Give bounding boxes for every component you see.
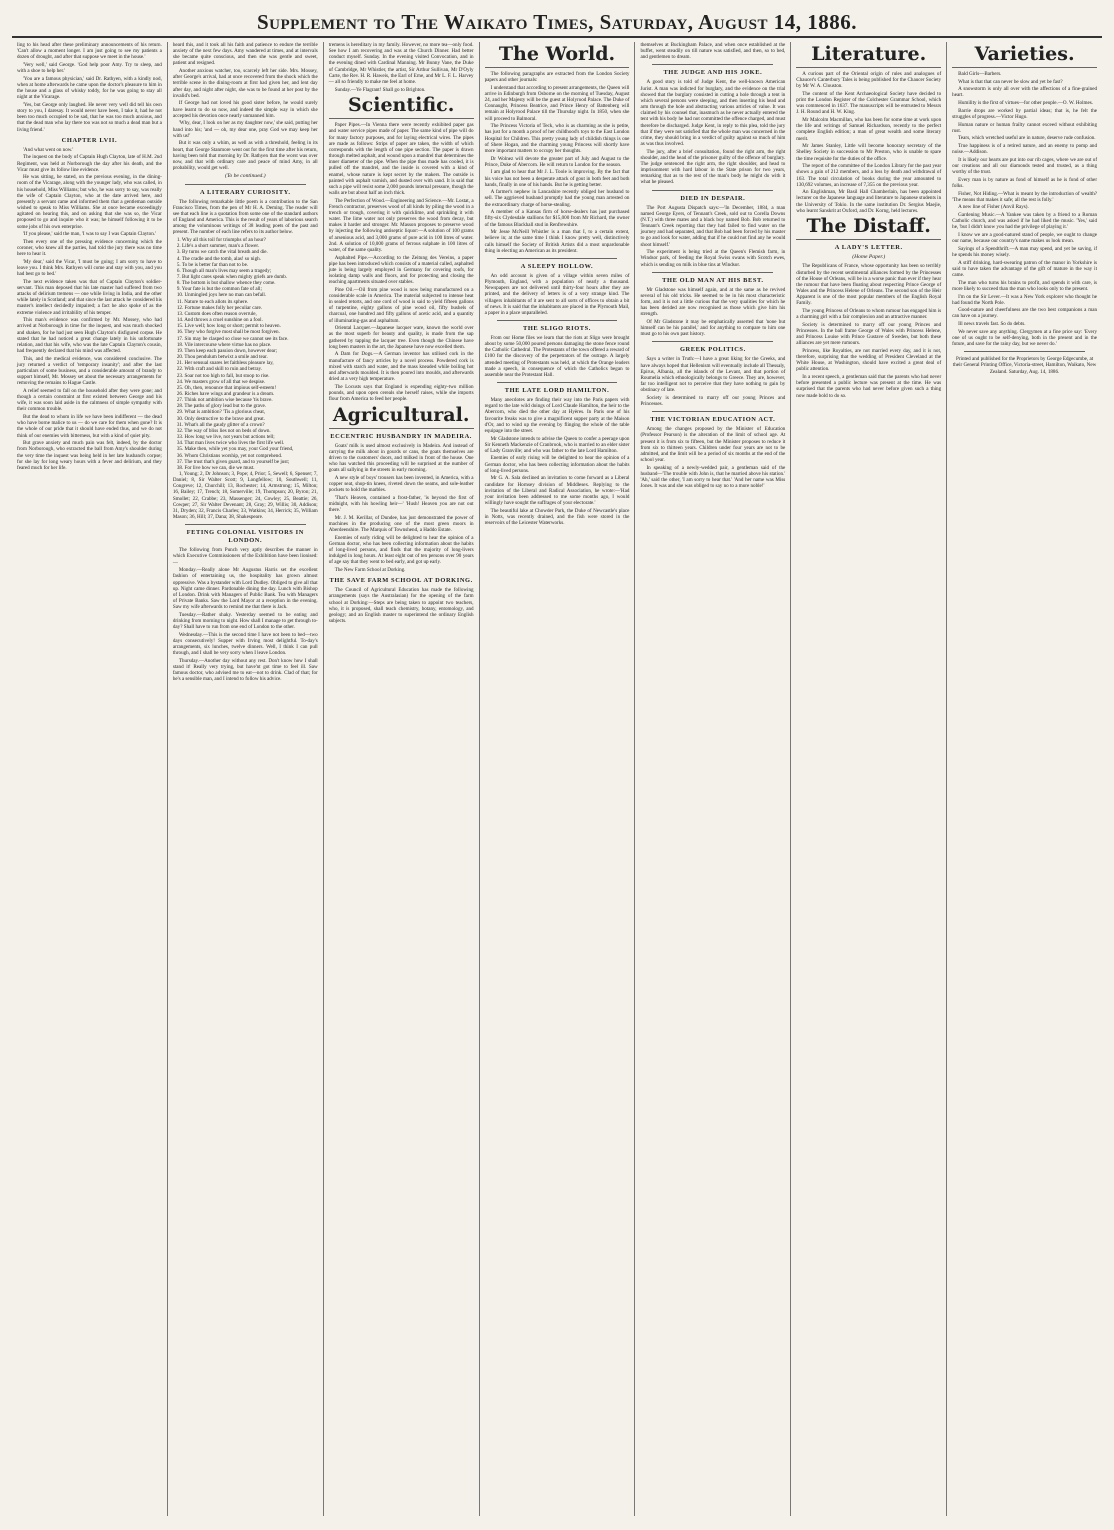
paragraph: This, and the medical evidence, was considered conclusive. The jury returned a verdict of 'temporary insanity'; and after the last particulars of some business, and a considerable amount of brandy to support himself, Mr. Mossey set about the necessary arrangements for removing the remains to Hague Castle.	[17, 355, 162, 387]
paragraph: The Perfection of Wood.—Engineering and Science.—Mr. Lostat, a French contractor, preserves wood of all kinds by piling the wood in a trench or trough, covering it with quicklime, and sprinkling it with water. The lime water not only preserves the wood from decay, but makes it harder and stronger. Mr. Masson proposes to preserve wood by injecting the following antiseptic liquor:—A solution of 100 grams of arsenious acid, and 3,000 grams of pure acid in 100 litres of water. 2nd. A solution of 10,000 grams of ferrous sulphate in 100 litres of water, of the same quality.	[328, 197, 474, 253]
divider	[497, 320, 618, 321]
poem-line: 27. Think not ambition wise because 'tis brave.	[176, 397, 273, 404]
poem-line: 9. Your fate is but the common fate of all;	[176, 286, 262, 293]
paragraph: The inquest on the body of Captain Hugh Clayton, late of H.M. 2nd Regiment, was held at Norborough the day after his death, and the Vicar must give its follow line evidence.	[17, 154, 162, 173]
article-heading: FETING COLONIAL VISITORS IN LONDON.	[186, 529, 304, 545]
poem-line: 6. Though all man's lives may seem a tragedy;	[176, 267, 272, 274]
poem-line: 14. And throws a cruel sunshine on a fool.	[176, 317, 263, 324]
paragraph: Dr Wolnez will devote the greater part of July and August to the Prince, Duke of Abercorn. He will return to London for the season.	[484, 155, 630, 168]
paragraph: Sunday.—Ye Flagrant! Shall go to Brighton.	[334, 86, 426, 93]
paragraph: Society is determined to marry off our young Princes and Princesses. In the ball frame George of Wales with Princess Helene, and Princess Louise with Prince Gustave of Sweden, but both these alliances are yet mere rumours.	[796, 321, 942, 347]
section-heading-distaff: The Distaff.	[796, 215, 941, 240]
paragraph: But grave anxiety and much pain was felt, indeed, by the doctor from Norborough, who extracted the ball from Amy's shoulder during the very time the inquest was being held in her late husband's corpse; for she lay for long weary hours with a fever and delirium, and they feared much for her life.	[17, 440, 162, 471]
column-6	[791, 42, 947, 1516]
poem-line: 10. Unmingled joys here no man can befall.	[176, 292, 267, 299]
poem-line: 20. Thou pendulum betwixt a smile and tear.	[176, 354, 268, 361]
paragraph: Enemies of early riding will be delighted to hear the opinion of a German doctor, who has been collecting information about the habits of long-lived persons, and finds that the majority of long-livers indulged in long hours. At least eight out of ten persons over 90 years of age say that they went to bed early, and got up early.	[328, 534, 474, 566]
article-heading: A LITERARY CURIOSITY.	[200, 188, 291, 196]
article-heading: DIED IN DESPAIR.	[680, 194, 746, 202]
paragraph: Bald Girls—Barbers.	[958, 71, 1002, 77]
column-3	[324, 42, 480, 1516]
paragraph: The beautiful lake at Chowder Park, the Duke of Newcastle's place in Notts, was recently drained, and the fish were stored in the reservoirs of the Leicester Waterworks.	[484, 507, 630, 527]
paragraph: Says a writer in Truth:—I have a great liking for the Greeks, and have always hoped that Hellenism will eventually include all Thessaly, Epirus, Albania, all the islands of the Levant, and that portion of Roumelia which ethnologically belongs to Greece. They are, however, far too intelligent not to perceive that they have nothing to gain by obstinacy of late.	[640, 356, 786, 394]
paragraph: The Locusts says that England is expending eighty-two million pounds, and upon open cereals she herself raises, while she imports flour from America to feed her people.	[328, 383, 474, 402]
paragraph: heard this, and it took all his faith and patience to endure the terrible anxiety of the next few days. Amy wandered at times, and at intervals she became quite conscious, and then she was gentle and sweet, patient and resigned.	[172, 42, 318, 67]
article-heading: THE LATE LORD HAMILTON.	[504, 387, 610, 395]
paragraph: The following remarkable little poem is a contribution to the San Francisco Times, from the pen of Mr H. A. Deming. The reader will see that each line is a quotation from some one of the standard authors of England and America. This is the result of years of laborious search among the voluminous writings of 38 leading poets of the past and present. The number of each line refers to its author below.	[172, 198, 318, 236]
paragraph: Sayings of a Spendthrift.—A man may spend, and yet be saving, if he spends his money wisely.	[952, 245, 1098, 259]
divider	[185, 184, 306, 185]
poem-line: 4. The cradle and the tomb, alas! so nigh.	[176, 255, 261, 262]
poem-line: 26. Riches have wings and grandeur is a dream.	[176, 390, 275, 397]
paragraph: A relief seemed to fall on the household after they were gone; and though a certain constraint at first existed between George and his wife, it was soon laid aside in the calmness of simple sympathy with their common trouble.	[17, 387, 162, 413]
divider	[652, 411, 773, 412]
paragraph: A member of a Kansas firm of horse-dealers has just purchased fifty-six Clydesdale stallions for $15,000 from Mr Richard, the owner of the famous Blackhall stud in Renfrewshire.	[484, 209, 630, 228]
poem-line: 35. Make then, while yet you may, your God your friend,	[176, 446, 294, 453]
paragraph: A good story is told of Judge Kent, the well-known American Jurist. A man was indicted for burglary, and the evidence on the trial showed that the burglary consisted in cutting a hole through a tent in which several persons were sleeping, and then inserting his head and arm through the hole and abstracting various articles of value. It was claimed by his counsel that, inasmuch as he never actually entered the tent with his body he had not committed the offence charged, and must therefore be discharged. Judge Kent, in reply to this plea, told the jury that if they were not satisfied that the whole man was concerned in the crime, they should bring in a verdict of guilty against so much of him as was thus involved.	[640, 79, 786, 148]
poem-line: 23. Soar not too high to fall, but stoop to rise.	[176, 372, 270, 379]
paragraph: Tuesday.—Rather shaky. Yesterday seemed to be eating and drinking from morning to night. How shall I manage to get through to-day? Shall have to run from one end of London to the other.	[172, 611, 318, 631]
poem-line: 2. Life's a short summer, man's a flower.	[176, 243, 260, 250]
paragraph: Asphalted Pipe.—According to the Zeitung des Vereins, a paper pipe has been introduced which consists of a material called, asphalted jute is being largely employed in Germany for covering roofs, for isolating damp walls and floors, and for protecting and closing the reaching apartments situated over stables.	[328, 254, 474, 286]
paragraph: Tears, which wretched useful are in nature, deserve rude confusion.	[958, 135, 1096, 142]
poem-line: 15. Live well; how long or short; permit to heaven.	[176, 323, 281, 330]
columns	[12, 42, 1102, 1516]
paragraph: Mr Malcolm Macmillan, who has been for some time at work upon the life and writings of Samuel Richardson, recently to the perfect complete English edition; a man of great wealth and some literary merit.	[796, 117, 942, 142]
poem-line: 28. The paths of glory lead but to the grave.	[176, 403, 267, 410]
paragraph: Every man is by nature as fond of himself as he is fond of other folks.	[952, 176, 1098, 189]
paragraph: The Port Augusta Dispatch says:—'In December, 1884, a man named George Eyers, of Tennant's Creek, sold out to Corella Downs (N.T.) with three mates and a black boy named Bob. Bob returned to Tennant's Creek reporting that they had failed to find water on the journey and had separated, and that Bob had been forced by his master to go and look for water, adding that if he could not find any he would shoot himself.'	[640, 204, 786, 248]
poem-line: 17. Sin may be clasped so close we cannot see its face.	[176, 335, 289, 342]
paragraph: A new style of boys' trousers has been invented, in America, with a copper seat, shop-tin knees, riveted down the seams, and sole-leather pockets to hold the marbles.	[328, 474, 474, 494]
poem-line: 22. With craft and skill to ruin and betray.	[176, 366, 262, 373]
section-heading-world: The World.	[485, 43, 630, 68]
paragraph: A farmer's nephew in Lancashire recently obliged her husband to sell. The aggrieved husband promptly had the young man arrested on the extraordinary charge of horse-stealing.	[484, 189, 630, 208]
paragraph: The jury, after a brief consultation, found the right arm, the right shoulder, and the head of the prisoner guilty of the offence of burglary. The judge sentenced the right arm, the right shoulder, and head to imprisonment with hard labour in the State prison for two years, remarking that as to the rest of the man's body he might do with it what he pleased.	[640, 148, 786, 186]
paragraph: 'Very well,' said George. 'God help poor Amy. Try to sleep, and with a shoe to help her.'	[17, 61, 162, 75]
poem-line: 36. Whom Christians worship, yet not comprehend.	[176, 452, 283, 459]
poem-line: 13. Custom does often reason overrule,	[176, 310, 257, 317]
paragraph: Mr Jesse McNeill Whistler is a man that I, to a certain extent, believe in; at the same time I think I know pretty well, distinctively calls himself the Society of British Artists did a most unpardonable thing in electing an American as its president.	[484, 229, 630, 254]
section-heading-scientific: Scientific.	[329, 94, 474, 119]
poem-line: 24. We masters grow of all that we despise.	[176, 378, 266, 385]
paragraph: tremens is hereditary in my family. However, no more tea—only food. See how I am recovering and was at the Church Dinner. Had better conduct myself. Sunday. In the evening visited Convocation, and in the evening dined with Cardinal Manning. Mr Bunny Vane, the Duke of Cambridge, Mr Whistler, the artist, Sir Arthur Sullivan, Mr D'Oyly Carte, the Rev. H. R. Haweis, the Earl of Erne, and Mr L. F. L. Harvey — all so friendly to make me feel at home.	[328, 42, 474, 85]
paragraph: The following paragraphs are extracted from the London Society papers and other journals:	[484, 71, 630, 84]
paragraph: Pine Oil.—Oil from pine wood is now being manufactured on a considerable scale in America. The material subjected to intense heat in sealed retorts, and one cord of wood is said to yield fifteen gallons of turpentine, eighty gallons of pine wood oil, fifty bushels of charcoal, one hundred and fifty gallons of acetic acid, and a quantity of illuminating-gas and asphaltum.	[328, 286, 474, 324]
paragraph: The content of the Kent Archaeological Society have decided to print the London Register of the Colchester Grammar School, which was commenced in 1637. The manuscripts will be entrusted to Messrs J. H. Round and H. W. King.	[796, 90, 942, 116]
poem-line: 33. How long we live, not years but actions tell;	[176, 434, 275, 441]
paragraph: What is that that can never be slow and yet be fast?	[958, 78, 1063, 85]
poem-line: 38. For live how we can, die we must.	[176, 464, 255, 471]
divider	[652, 272, 773, 273]
paragraph: Monday.—Really alone Mr Augustus Harris set the excellent fashion of entertaining us, the hospitality has grown almost oppressive. Was a bystander with Lord Dudley. Obliged to give all that up. Night came dinner. Pardonable dining the day. Lunch with Bishop of London. Drink with Managers of Public Bank. Tea with Managers of Private Banks. Saw the Lord Mayor at a reception in the evening. Saw my wife afterwards to remind me that there is Jack.	[172, 567, 318, 611]
paragraph: Among the changes proposed by the Minister of Education (Professor Pearson) is the alteration of the limit of school age. At present it is from six to fifteen, but the Minister proposes to reduce it from six to thirteen years. Children under four years are not to be admitted, and the limit will be a period of six months at the end of the school year.	[640, 426, 786, 463]
paragraph: Paper Pipes.—In Vienna there were recently exhibited paper gas and water service pipes made of paper. The same kind of pipe will do for many factory purposes, and for laying electrical wires. The pipes are made as follows: Strips of paper are taken, the width of which corresponds with the length of one pipe section. The paper is drawn through melted asphalt, and wound upon a mandrel that determines the inner diameter of the pipe. When the pipe thus made has cooled, it is pulled off the mandrel, and the inside is covered with a kind of enamel, whose nature is kept secret by the makers. The outside is painted with asphalt varnish, and dusted over with sand. It is said that such a pipe will resist some 2,000 pounds internal pressure, though the walls are but about half an inch thick.	[328, 122, 474, 196]
paragraph: Mr Gladstone was himself again, and at the same as he revived several of his old tricks. He seemed to be in his most characteristic form, and it is not a little curious that the very qualities for which he has been derided are now recognised as those which give him his strength.	[640, 286, 786, 318]
paragraph: themselves at Buckingham Palace, and when once established at the buffet, went steadily on till nature was satisfied, and then, so to bed, and gentlemen to dream.	[640, 42, 786, 61]
paragraph: Then every one of the pressing evidence concerning which the coroner, who knew all the parties, had told the jury there was no time here to hear it.	[17, 238, 162, 258]
paragraph: Oriental Lacquer.—Japanese lacquer ware, known the world over as the most superb for beauty and quality, is made from the sap gathered by tapping the lacquer tree. Even though the Chinese have long been masters in the art, the Japanese have now excelled them.	[328, 325, 474, 350]
column-1	[12, 42, 168, 1516]
paragraph: Of Mr Gladstone it may be emphatically asserted that 'none but himself can be his parallel,' and for anything to compare to him one must go to his own past history.	[640, 318, 786, 338]
column-7	[947, 42, 1102, 1516]
paragraph: A new line of Fisher (Anvil Rays).	[958, 204, 1029, 211]
paragraph: The young Princess of Orleans to whom rumour has engaged him is a charming girl with a fair complexion and an attractive manner.	[796, 308, 942, 321]
paragraph: A curious part of the Oriental origin of rules and analogues of Chaucer's Canterbury Tales is being published for the Chaucer Society by Mr W. A. Clouston.	[796, 71, 942, 90]
paragraph: 'You are a famous physician,' said Dr. Rathyen, with a kindly nod, when at home afterwards he came upon the doctor's pleasure to him in the house and a glass of whisky toddy, for he was going to stay all night at the Vicarage.	[17, 75, 162, 101]
paragraph: I am glad to hear that Mr J. L. Toole is improving. By the fact that his voice has not been a desperate attack of gout in both feet and both hands, finally in one of his hands. But he is getting better.	[484, 169, 630, 188]
poem-line: 16. They who forgive most shall be most forgiven.	[176, 329, 280, 336]
poem-line: 34. That man lives twice who lives the first life well.	[176, 440, 285, 447]
divider	[185, 524, 306, 525]
paragraph: The following from Punch very aptly describes the manner in which Executive Commissioners of the Exhibition have been lionised:—	[172, 547, 318, 566]
paragraph: Good-nature and cheerfulness are the two best companions a man can have on a journey.	[952, 307, 1098, 320]
paragraph: The next evidence taken was that of Captain Clayton's soldier-servant. This man deposed that his late master had suffered from two attacks of delirium tremens — one while living in India, and the other while lately in Scotland; and that since the last attack he considered his master's intellect decidedly impaired; a fact he also spoke of as the extreme violence and irritability of his temper.	[17, 278, 162, 316]
poem-line: 8. The bottom is but shallow whence they come.	[176, 280, 276, 287]
paragraph: Princess, like Royalties, are not married every day, and it is not, therefore, surprising that the wedding of President Cleveland at the White House, at Washington, should have excited a great deal of public attention.	[796, 347, 942, 373]
column-5	[635, 42, 791, 1516]
paragraph: He was sitting, he stated, on the previous evening, in the dining-room of the Vicarage, along with the younger lady, who was called, in his household, Miss Williams; but who, he was sorry to say, was really the wife of Captain Clayton, who at the date arrived here, and presently a servant came and informed them that a gentleman outside wished to speak to Miss Williams. She at once became exceedingly agitated on hearing this, and on asking that she was so, the Vicar proposed to go and inquire who it was; he himself following it to be some jobs of his own enterprise.	[17, 174, 162, 230]
poem-line: 21. Her sensual snares let faithless pleasure lay,	[176, 360, 274, 367]
divider	[497, 258, 618, 259]
paragraph: Another anxious watcher, too, scarcely left her side. Mrs. Mossey, after George's arrival, had at once recovered from the shock which the terrible scene in the dining-room at first had given her, and lent day after day, and night after night, she was to be found at her post by the invalid's bed.	[172, 68, 318, 99]
paragraph: Humility is the first of virtues—for other people.—O. W. Holmes.	[958, 100, 1093, 107]
poem-line: 32. The way of bliss lies not on beds of down.	[176, 427, 271, 434]
paragraph: If George had not loved his good sister before, he would surely have learnt to do so now, and indeed the simple way in which she accepted his devotion once nearly unmanned him.	[172, 100, 318, 119]
poem-line: 18. Vile intercourse where virtue has no place.	[176, 341, 272, 348]
paragraph: Mr. J. M. Kerillar, of Dundee, has just demonstrated the power of machines in the producing one of the most green moors in Aberdeenshire. The Marquis of Townshend, a Haddo Estate.	[328, 514, 474, 534]
paragraph: A snowstorm is only all over with the affections of a fine-grained heart.	[952, 86, 1098, 99]
paragraph: It is likely our hearts are put into our rib cages, where we are out of our creations and all our diamonds tested and trusted, as a thing worthy of the trust.	[952, 156, 1098, 176]
paragraph: Ill news travels fast. So do debts.	[958, 321, 1026, 328]
paragraph: 'And what went on now.'	[23, 146, 74, 153]
paragraph: Wednesday.—This is the second time I have not been to bed—two days consecutively! Supper with Irving most delightful. To-day's arrangements, six lunches, twelve dinners. Well, I think I can pull through, and I shall be very sorry when I leave London.	[172, 631, 318, 657]
paragraph: Human nature or human frailty cannot exceed without exhibiting rust.	[952, 121, 1098, 134]
divider	[652, 341, 773, 342]
chapter-heading: CHAPTER LVII.	[61, 136, 118, 144]
paragraph: Mr G. A. Sala declined an invitation to come forward as a Liberal candidate for Hornsey division of Middlesex. Replying to the invitation of the Liberal and Radical Association, he wrote:—'Had your invitation been addressed to me some months ago, I would willingly have sought the suffrages of your electorate.'	[484, 475, 630, 507]
paragraph: Thursday.—Another day without any rest. Don't know how I shall stand it! Really very trying, but have'nt got time to feel ill. Saw famous doctor, who advised me to eat—not to drink. Clad of that; for he's a sensible man, and I intend to follow his advice.	[172, 657, 318, 683]
poem-line: 31. What's all the gaudy glitter of a crown?	[176, 421, 265, 428]
divider	[497, 382, 618, 383]
paragraph: In speaking of a newly-wedded pair, a gentleman said of the husband—'The trouble with John is, that he married above his station.' 'Ah,' said the other, 'I am sorry to hear that.' 'And her name was Miss Jones. It was and she was obliged to say no to a more noble!'	[640, 464, 786, 490]
article-heading: ECCENTRIC HUSBANDRY IN MADEIRA.	[330, 432, 472, 440]
article-heading: THE JUDGE AND HIS JOKE.	[663, 69, 763, 77]
paragraph: 'Yes, but George only laughed. He never very well did tell his own story to you, I daresay. It would never have been, I take it, had he not been too much occupied to be sad, that he was too much anxious, and that the dead man who lay there too was not so much a dead man but a living friend.'	[17, 101, 162, 133]
paragraph: I'm on the Sir Lever.—It was a New York explorer who thought he had found the North Pole.	[952, 293, 1098, 306]
poem-lines	[177, 237, 318, 471]
poem-line: 30. Only destructive to the brave and great.	[176, 415, 265, 422]
paragraph: Fisher, Not Hiding.—What is meant by the introduction of wealth? 'The means that makes it safe; all the rest is folly.'	[952, 190, 1098, 203]
section-heading-varieties: Varieties.	[952, 43, 1097, 68]
paragraph: The experiment is being tried at the Queen's Flemish farm, in Windsor park, of feeding the Royal Swiss swans with Scotch ewes, which is sending on milk in blue tins at Windsor.	[640, 249, 786, 268]
paragraph: The Council of Agricultural Education has made the following arrangements (says the Australasian) for the opening of the farm school at Dorking:—Steps are being taken to appoint two teachers, who, it is proposed, shall teach chemistry, botany, entomology, and geology; and an English master to superintend the ordinary English subjects.	[328, 587, 474, 625]
paragraph: The Republicans of France, whose opportunity has been so terribly disturbed by the recent sentimental alliances formed by the Princesses of the House of Orleans, will be in a worse panic than ever if they hear the rumour that have been floating about respecting Prince George of Wales and the Princess Helene of Orleans. The second son of the Heir Apparent is one of the most popular members of the English Royal Family.	[796, 263, 942, 307]
paragraph: The New Farm School at Dorking.	[334, 567, 406, 574]
article-heading: THE SLIGO RIOTS.	[522, 324, 592, 332]
paragraph: ling to his head after these preliminary announcements of his return. 'Can't allow a moment longer. I am just going to see my patients a dozen of drought, and after that suppose we meet in the house.'	[17, 42, 162, 61]
article-heading: THE VICTORIAN EDUCATION ACT.	[650, 416, 776, 424]
paragraph: Gardening Music.—A Yankee was taken by a friend to a Roman Catholic church, and was asked if he had liked the music. 'Yes,' said he, 'but I didn't know you had the privilege of playing it.'	[952, 212, 1098, 231]
to-be-continued: (To be continued.)	[224, 172, 266, 179]
paragraph: A stiff drinking, hard-swearing patron of the manor in Yorkshire is said to have taken the advantage of the gift of mature in the way it came.	[952, 259, 1098, 279]
paragraph: I know we are a good-natured stand of people, we ought to change our name, because our country's name makes us look mean.	[952, 232, 1098, 245]
poem-line: 29. What is ambition? 'Tis a glorious cheat,	[176, 409, 266, 416]
printer-imprint: Printed and published for the Proprietors by George Edgecumbe, at their General Printing Office, Victoria-street, Hamilton, Waikato, New Zealand. Saturday, Aug. 14, 1886.	[952, 356, 1097, 375]
paragraph: But it was only a whim, as well as with a threshold, feeling in its heart, that George Stanmore went out for the first time after his return, having been told that morning by Dr. Rathyen that the worst was over now, and that with ordinary care and peace of mind Amy, in all probability, would get well.	[172, 140, 318, 171]
poem-line: 3. By turns we catch the vital breath and die.	[176, 249, 268, 256]
paragraph: True happiness is of a retired nature, and an enemy to pomp and noise.—Addison.	[952, 143, 1098, 156]
paragraph: The Princess Victoria of Teck, who is as charming as she is petite, has just for a month a proof of her childhood's toys to the East London Hospital for Children. This pretty young lady of childish things is one of Shere Hogan, and the charming young Princess will shortly have more important matters to occupy her thoughts.	[484, 123, 630, 154]
paragraph: But the dead to whom in life we have been indifferent — the dead who have borne malice to us — do we care for them when gone? It is the whole of our pride that it should have ended thus, and we do not think of our enemies with bitterness, but with a kind of quiet pity.	[17, 414, 162, 439]
paragraph: An odd account is given of a village within seven miles of Plymouth, England, with a population of nearly a thousand. Newspapers are not delivered until thirty-four hours after they are printed, and the delivery of letters is of a very strange kind. The villagers inhabitants of it are sent to all sorts of offices to obtain a bit of news. It is said that the inhabitants are placed in the Plymouth Mail, a paper in a place unparalleled.	[484, 272, 630, 316]
column-2	[168, 42, 324, 1516]
paragraph: Barrie drops are worked by partial ideas; that is, he felt the struggles of progress.—Victor Hugo.	[952, 107, 1098, 120]
poem-line: 25. Oh, then, renounce that impious self-esteem!	[176, 384, 277, 391]
poem-line: 1. Why all this toil for triumphs of an hour?	[176, 237, 266, 244]
poem-line: 5. To be is better far than not to be.	[176, 261, 249, 268]
poem-line: 12. Fortune makes folly her peculiar care.	[176, 304, 263, 311]
supplement-masthead: Supplement to The Waikato Times, Saturday, August 14, 1886.	[12, 8, 1102, 38]
poem-line: 7. But light cares speak when mighty griefs are dumb.	[176, 274, 288, 280]
paragraph: Many anecdotes are finding their way into the Paris papers with regard to the late wild doings of Lord Claude Hamilton, the heir to the Abercorn, who died the other day at Hyères. In Paris one of his favourite freaks was to give a magnificent supper party at the Maison d'Or, and to wind up the evening by flinging the whole of the table equipage into the street.	[484, 397, 630, 434]
article-heading: THE OLD MAN AT HIS BEST.	[662, 276, 764, 284]
paragraph: Mr James Stanley, Little will become honorary secretary of the Shelley Society in succession to Mr Preston, who is unable to spare the time requisite for the duties of the office.	[796, 143, 942, 162]
section-heading-agricultural: Agricultural.	[329, 404, 474, 429]
section-heading-literature: Literature.	[796, 43, 941, 68]
paragraph: The report of the committee of the London Library for the past year shows a gain of 212 members, and a loss by death and withdrawal of 163. The total circulation of books during the year amounted to 130,692 volumes, an increase of 7,355 on the previous year.	[796, 163, 942, 188]
article-heading: THE SAVE FARM SCHOOL AT DORKING.	[329, 577, 473, 585]
paragraph: 'That's Heaven, contained a frost-father, 'is beyond the first of midnight, with his howling heir—' 'Hush! Heaven you are not out there.'	[328, 494, 474, 514]
paragraph: Enemies of early rising will be delighted to hear the opinion of a German doctor, who has been collecting information about the habits of long-lived persons.	[484, 455, 630, 474]
paragraph: In a recent speech, a gentleman said that the parents who had never before presented a public lecture was present at the time. He was surprised that the parents who had never before given such a thing now made bold to do so.	[796, 374, 942, 399]
paragraph: A Dam for Dogs.—A German inventor has utilised cork in the manufacture of fancy articles by a novel process. Powdered cork is mixed with starch and water, and the mass kneaded while boiling hot and afterwards moulded. It is then poured into moulds, and afterwards dried at a very high temperature.	[328, 351, 474, 382]
paragraph: We never save any anything. Clergymen at a fine price say: 'Every one of us ought to be self-denying, both in the present and in the future, and save for the rainy day, but we never do.'	[952, 328, 1098, 348]
paragraph: This man's evidence was confirmed by Mr. Mossey, who had arrived at Norborough in time for the inquest, and was much shocked and shaken, for he had just seen Hugh Clayton's disfigured corpse. He stated that he had noticed a great change lately in his unfortunate relation, and that his wife, who was the late Captain Clayton's cousin, had frequently declared that his mind was affected.	[17, 317, 162, 355]
divider	[652, 64, 773, 65]
article-heading: GREEK POLITICS.	[679, 346, 746, 354]
paragraph: From our Home files we learn that the riots at Sligo were brought about by some 50,000 poured persons damaging the stone fence round the Catholic Cathedral. The Protestants of the town offered a reward of £100 for the discovery of the perpetrators of the outrage. A largely attended meeting of Protestants was held, at which the Orange leaders made a speech, in consequence of which the Catholics began to assemble near the Protestant Hall.	[484, 334, 630, 378]
paragraph: Mr Gladstone intends to advise the Queen to confer a peerage upon Sir Kenneth Mackenzie of Cranbrook, who is married to an elder sister of Lady Granville; and who was father to the late Lord Hamilton.	[484, 435, 630, 454]
poem-authors: 1, Young; 2, Dr Johnson; 3, Pope; 4, Prior; 5, Sewell; 6, Spenser; 7, Daniel; 8, Sir Walter Scott; 9, Longfellow; 10, Southwell; 11, Congreve; 12, Churchill; 13, Rochester; 14, Armstrong; 15, Milton; 16, Bailey; 17, Trench; 18, Somerville; 19, Thompson; 20, Byron; 21, Smollet; 22, Crabbe; 23, Massenger; 24, Cowley; 25, Beattie; 26, Cowper; 27, Sir Walter Devenant; 28, Gray; 29, Willis; 30, Addison; 31, Dryden; 32, Francis Charles; 33, Watkins; 34, Herrick; 35, William Mason; 36, Hill; 37, Dana; 38, Shakespeare.	[172, 471, 318, 521]
paragraph: 'My dear,' said the Vicar, 'I must be going; I am sorry to have to leave you. I think Mrs. Rathyen will come and stay with you, and you had best go to bed.'	[17, 258, 162, 278]
paragraph: 'Why, dear, I look on her as my daughter now,' she said, putting her hand into his; 'and — oh, my dear one, pray God we may keep her with us!'	[172, 120, 318, 139]
article-subheading: (Home Paper.)	[852, 254, 886, 261]
paragraph: Goats' milk is used almost exclusively in Madeira. And instead of carrying the milk about in gourds or cans, the goats themselves are driven to the customers' doors, and milked in front of the house. One who has watched this proceeding will be surprised at the number of goats all sallying in the streets in early morning.	[328, 442, 474, 474]
divider	[964, 351, 1085, 352]
poem-line: 37. The trust that's given guard, and to yourself be just;	[176, 458, 290, 465]
paragraph: An Englishman, Mr Basil Hall Chamberlain, has been appointed lecturer on the Japanese language and literature to Japanese students in the University of Tokio. In the same institution Dr. Sergius Maejie, who learnt Sanskrit at Oxford, and Dr. Korng, held lectures.	[796, 189, 942, 214]
column-4	[480, 42, 636, 1516]
divider	[652, 190, 773, 191]
paragraph: 'If you please,' said the man, 'I was to say I was Captain Clayton.'	[23, 231, 156, 238]
poem-line: 19. Then keep each passion down, however dear;	[176, 347, 278, 354]
article-heading: A LADY'S LETTER.	[834, 244, 903, 252]
article-heading: A SLEEPY HOLLOW.	[520, 262, 594, 270]
poem-line: 11. Nature to each allots its sphere.	[176, 298, 249, 305]
paragraph: The man who turns his brains to profit, and spends it with care, is more likely to succeed than the man who looks only to the present.	[952, 279, 1098, 292]
paragraph: Society is determined to marry off our young Princes and Princesses.	[640, 394, 786, 408]
paragraph: I understand that according to present arrangements, the Queen will arrive in Edinburgh from Osborne on the morning of Tuesday, August 24, and her Majesty will be the guest at Holyrood Palace. The Duke of Connaught, Princess Beatrice, and Prince Henry of Battenberg will remain at Holyrood Palace till the Thursday night. In 1850, when she will proceed to Balmoral.	[484, 84, 630, 122]
